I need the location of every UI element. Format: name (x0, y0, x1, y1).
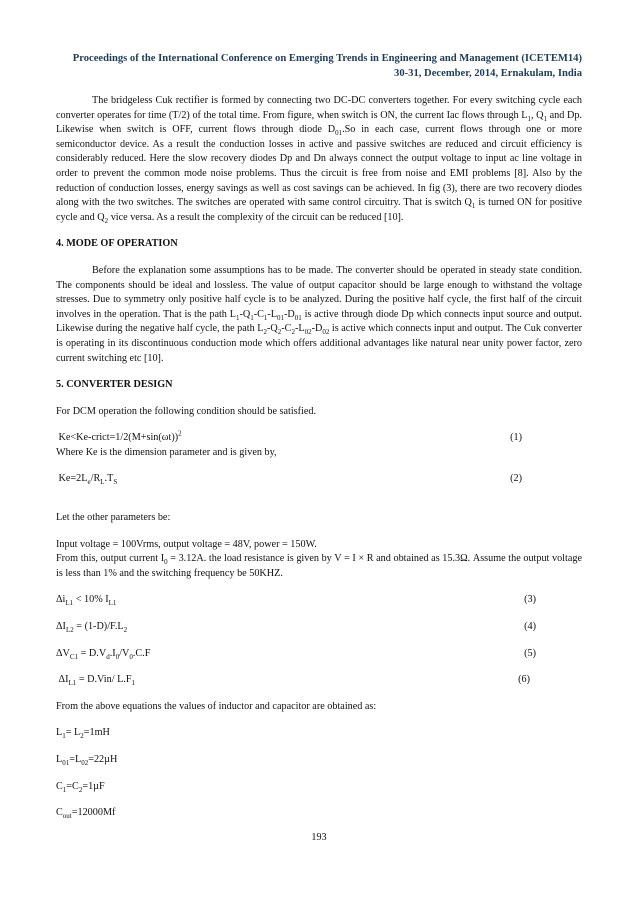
value-capacitor-c1-c2: $C_1=C_2=1\mu F$ (56, 780, 105, 794)
equation-2 (56, 472, 582, 487)
value-capacitor-cout: $C_{out}=12000Mf$ (56, 807, 116, 821)
equation-5-body: $\Delta V_{C1} = D.V_d.I_0/V_0.C.F$ (56, 647, 151, 661)
page-body (56, 94, 582, 821)
where-line: Where Ke is the dimension parameter and is given by, (56, 446, 277, 458)
equation-5 (56, 647, 582, 662)
equation-4 (56, 620, 582, 635)
value-inductor-l1-l2: $L_1= L_2=1mH$ (56, 727, 110, 741)
equation-1 (56, 431, 582, 446)
values-intro: From the above equations the values of inductor and capacitor are obtained as: (56, 700, 377, 712)
dcm-condition-intro: For DCM operation the following condition should be satisfied. (56, 405, 317, 417)
section-5-heading: 5. CONVERTER DESIGN (56, 379, 173, 391)
value-inductor-l01-l02: $L_{01}=L_{02}=22\mu H$ (56, 754, 118, 768)
equation-1-number: (1) (510, 432, 522, 444)
equation-4-body: $\Delta I_{L2} = (1-D)/F.L_2$ (56, 621, 128, 635)
equation-6-number: (6) (518, 674, 530, 686)
header-line-1: Proceedings of the International Conference on Emerging Trends in Engineering and Management (ICETEM14) (72, 53, 582, 64)
equation-6-body: $\Delta I_{L1} = D.Vin/$ $L.F_1$ (58, 674, 136, 688)
equation-3-number: (3) (524, 594, 536, 606)
equation-1-body: $Ke<Ke-crict=1/2(M+\sin(\omega t))^2$ (58, 429, 182, 444)
equation-6 (56, 673, 582, 688)
equation-3-body: $\Delta i_{L1} < 10\%$ $I_{L1}$ (56, 594, 117, 608)
parameters-intro: Let the other parameters be: (56, 512, 171, 524)
equation-4-number: (4) (524, 621, 536, 633)
output-current-paragraph: From this, output current $I_0 = 3.12A$. the load resistance is given by V = I × R and obtained as 15.3Ω. Assume the output voltage is less than 1% and the switching frequency be 50KHZ. (56, 553, 582, 579)
section-4-paragraph: Before the explanation some assumptions has to be made. The converter should be operated in steady state condition. The components should be ideal and lossless. The value of output capacitor should be large enough to withstand the voltage stresses. Due to symmetry only positive half cycle is to be analyzed. During the positive half cycle, the first half of the circuit involves in the operation. That is the path $L_1-Q_1-C_1-L_{01}-D_{01}$ is active through diode Dp which connects input source and output. Likewise during the negative half cycle, the path $L_2-Q_2-C_2-L_{02}-D_{02}$ is active which connects input and output. The Cuk converter is operating in its discontinuous conduction mode which offers additional advantages like natural near unity power factor, zero current switching etc [10]. (56, 264, 582, 364)
page-number: 193 (311, 832, 327, 843)
intro-paragraph: The bridgeless Cuk rectifier is formed by connecting two DC-DC converters together. For every switching cycle each converter operates for time (T/2) of the total time. From figure, when switch is ON, the current Iac flows through $L_1$, $Q_1$ and Dp. Likewise when switch is OFF, current flows through diode $D_{01}.So$ in each case, current flows through one or more semiconductor device. As a result the conduction losses in active and passive switches are reduced and circuit efficiency is considerably reduced. Here the slow recovery diodes Dp and Dn always connect the output voltage to input ac line voltage in order to prevent the common mode noise problems. Thus the circuit is free from noise and EMI problems [8]. Also by the reduction of conduction losses, energy savings as well as cost savings can be achieved. In fig (3), there are two recovery diodes along with the two switches. The switches are operated with same control circuitry. That is switch $Q_1$ is turned ON for positive cycle and $Q_2$ vice versa. As a result the complexity of the circuit can be reduced [10]. (56, 95, 582, 225)
section-4-heading: 4. MODE OF OPERATION (56, 238, 178, 250)
equation-5-number: (5) (524, 647, 536, 659)
equation-2-number: (2) (510, 473, 522, 485)
proceedings-header (22, 52, 582, 81)
equation-2-body: $Ke=2L_e/R_L.T_S$ (58, 473, 118, 487)
equation-3 (56, 593, 582, 608)
header-line-2: 30-31, December, 2014, Ernakulam, India (394, 67, 582, 79)
parameters-line: Input voltage = 100Vrms, output voltage = 48V, power = 150W. (56, 538, 317, 550)
